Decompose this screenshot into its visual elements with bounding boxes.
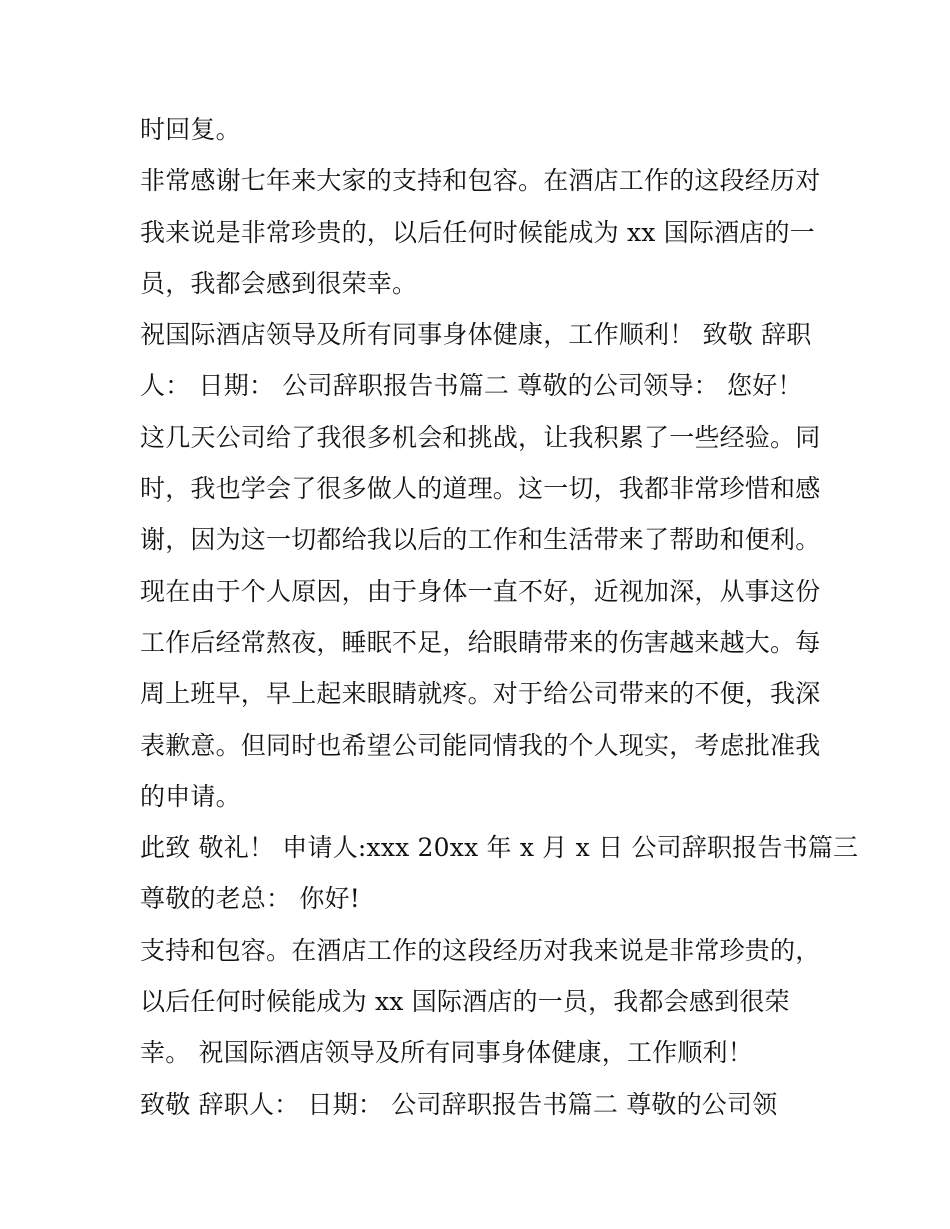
text-line: 非常感谢七年来大家的支持和包容。在酒店工作的这段经历对 (140, 166, 821, 196)
document-body (140, 104, 859, 1130)
text-line: 员，我都会感到很荣幸。 (140, 268, 418, 298)
text-line: 支持和包容。在酒店工作的这段经历对我来说是非常珍贵的， (140, 935, 821, 965)
text-line: 时回复。 (140, 115, 241, 144)
text-line: 致敬 辞职人： 日期： 公司辞职报告书篇二 尊敬的公司领 (140, 1089, 778, 1119)
text-line: 尊敬的老总： 你好! (140, 884, 360, 914)
text-line: 谢，因为这一切都给我以后的工作和生活带来了帮助和便利。 (140, 525, 821, 555)
text-line: 时，我也学会了很多做人的道理。这一切，我都非常珍惜和感 (140, 474, 821, 504)
text-line: 以后任何时候能成为 xx 国际酒店的一员，我都会感到很荣 (140, 987, 790, 1017)
text-line: 表歉意。但同时也希望公司能同情我的个人现实，考虑批准我 (140, 730, 821, 760)
text-line: 的申请。 (140, 781, 241, 811)
text-line: 人： 日期： 公司辞职报告书篇二 尊敬的公司领导： 您好！ (140, 371, 803, 401)
text-line: 幸。 祝国际酒店领导及所有同事身体健康，工作顺利！ (140, 1038, 753, 1068)
text-line: 我来说是非常珍贵的，以后任何时候能成为 xx 国际酒店的一 (140, 217, 815, 247)
text-line: 这几天公司给了我很多机会和挑战，让我积累了一些经验。同 (140, 422, 821, 452)
text-line: 此致 敬礼！ 申请人:xxx 20xx 年 x 月 x 日 公司辞职报告书篇三 (140, 833, 859, 863)
text-line: 现在由于个人原因，由于身体一直不好，近视加深，从事这份 (140, 576, 821, 606)
text-line: 祝国际酒店领导及所有同事身体健康，工作顺利！ 致敬 辞职 (140, 320, 812, 350)
text-line: 工作后经常熬夜，睡眠不足，给眼睛带来的伤害越来越大。每 (140, 627, 821, 657)
text-line: 周上班早，早上起来眼睛就疼。对于给公司带来的不便，我深 (140, 679, 821, 709)
